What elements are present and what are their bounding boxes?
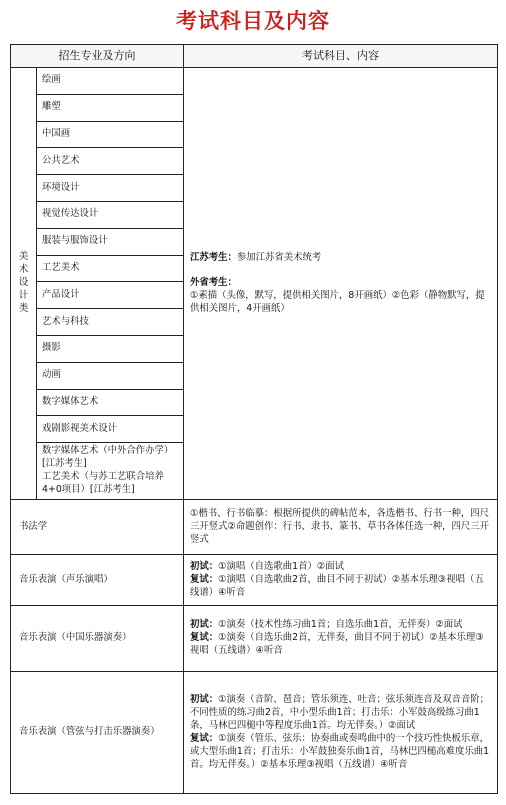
major-cell: 环境设计 [37,175,184,202]
table-row [11,68,498,95]
major-cell-orchestral: 音乐表演（管弦与打击乐器演奏） [11,672,184,794]
header-exam: 考试科目、内容 [184,45,498,68]
major-cell: 艺术与科技 [37,309,184,336]
second-round [190,574,491,600]
major-cell-vocal: 音乐表演（声乐演唱） [11,555,184,606]
major-cell: 公共艺术 [37,148,184,175]
table-row [11,606,498,672]
major-cell-joint: 数字媒体艺术（中外合作办学）[江苏考生] 工艺美术（与苏工艺联合培养4+0项目）[江苏考生] [37,443,184,500]
category-char: 术 [18,264,29,276]
second-round-label: 复试： [190,573,219,585]
category-char: 设 [18,277,29,289]
major-cell: 摄影 [37,335,184,362]
major-cell: 视觉传达设计 [37,201,184,228]
table-row [11,555,498,606]
first-round-label: 初试： [190,693,219,705]
category-char: 类 [18,302,29,314]
outside-label: 外省考生： [190,276,237,288]
outside-text: ①素描（头像，默写，提供相关图片，8开画纸）②色彩（静物默写，提供相关图片，4开画纸） [190,289,485,314]
second-round [190,733,491,772]
major-cell: 数字媒体艺术 [37,389,184,416]
major-cell-chinese-instrument: 音乐表演（中国乐器演奏） [11,606,184,672]
major-cell: 雕塑 [37,94,184,121]
major-cell: 服装与服饰设计 [37,228,184,255]
first-round [190,561,491,574]
first-round-label: 初试： [190,560,219,572]
jiangsu-label: 江苏考生： [190,251,237,263]
jiangsu-text: 参加江苏省美术统考 [236,251,322,263]
second-round [190,632,491,658]
first-round-text: ①演唱（自选歌曲1首）②面试 [218,560,345,572]
calligraphy-exam-content: ①楷书、行书临摹：根据所提供的碑帖范本，各选楷书、行书一种，四尺三开竖式②命题创作：行书、隶书、篆书、草书各体任选一种，四尺三开竖式 [184,500,498,555]
chinese-instrument-exam-content [184,606,498,672]
table-header-row [11,45,498,68]
vocal-exam-content [184,555,498,606]
first-round [190,694,491,733]
table-row [11,672,498,794]
first-round-text: ①演奏（技术性练习曲1首；自选乐曲1首，无伴奏）②面试 [218,619,463,631]
page-title: 考试科目及内容 [176,8,330,33]
second-round-text: ①演奏（自选乐曲2首，无伴奏，曲目不同于初试）②基本乐理③视唱（五线谱）④听音 [190,632,484,657]
first-round-text: ①演奏（音阶、琶音；管乐须连、吐音；弦乐须连音及双音音阶；不同性质的练习曲2首，中小型乐曲1首；打击乐：小军鼓高级练习曲1条，马林巴四槌中等程度乐曲1首。均无伴奏。）②面试 [190,693,490,731]
second-round-text: ①演奏（管乐、弦乐：协奏曲或奏鸣曲中的一个技巧性快板乐章，或大型乐曲1首；打击乐：小军鼓独奏乐曲1首，马林巴四槌高难度乐曲1首。均无伴奏。）②基本乐理③视唱（五线谱）④听音 [190,732,490,770]
major-cell: 动画 [37,362,184,389]
major-cell: 戏剧影视美术设计 [37,416,184,443]
second-round-label: 复试： [190,732,219,744]
first-round-label: 初试： [190,619,219,631]
header-major: 招生专业及方向 [11,45,184,68]
outside-label-line [190,277,491,290]
orchestral-exam-content [184,672,498,794]
major-cell: 产品设计 [37,282,184,309]
second-round-text: ①演唱（自选歌曲2首，曲目不同于初试）②基本乐理③视唱（五线谱）④听音 [190,573,484,598]
art-design-exam-content [184,68,498,500]
exam-subjects-table [10,44,498,794]
major-cell: 中国画 [37,121,184,148]
major-cell: 绘画 [37,68,184,95]
second-round-label: 复试： [190,632,219,644]
jiangsu-requirement [190,252,491,265]
first-round [190,619,491,632]
table-row [11,500,498,555]
category-char: 计 [18,290,29,302]
major-cell-calligraphy: 书法学 [11,500,184,555]
category-char: 美 [18,251,29,263]
category-art-design [11,68,37,500]
major-cell: 工艺美术 [37,255,184,282]
